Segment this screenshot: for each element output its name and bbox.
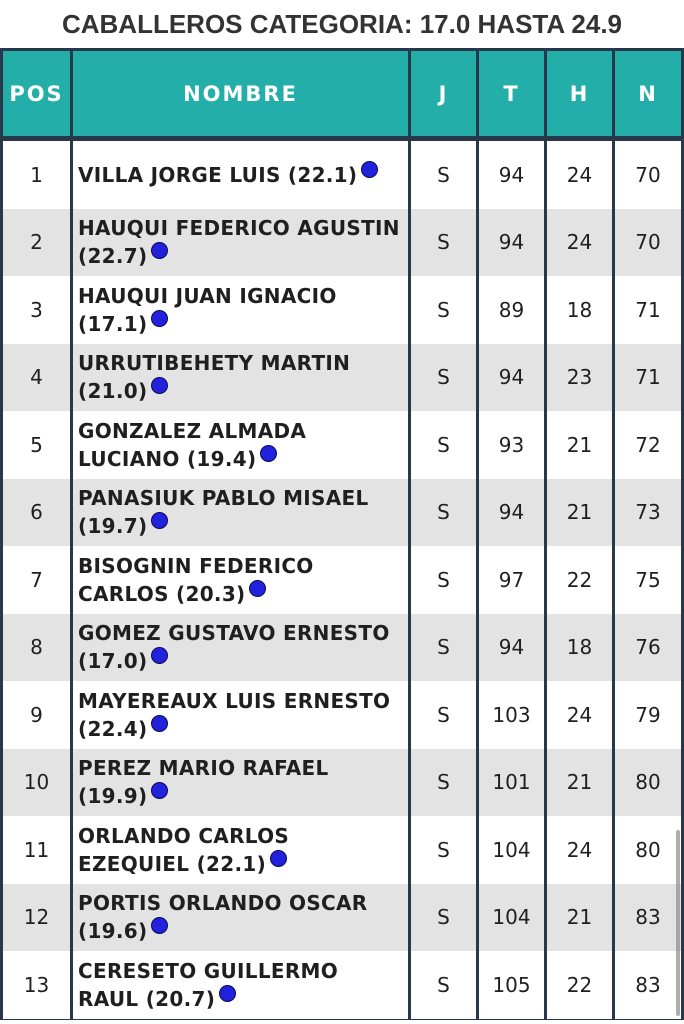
t-cell: 104 [479, 816, 544, 884]
table-row [0, 276, 684, 344]
column-header-nombre: NOMBRE [73, 51, 408, 136]
j-cell: S [411, 749, 476, 817]
n-cell: 71 [615, 344, 681, 412]
j-cell: S [411, 141, 476, 209]
player-name: MAYEREAUX LUIS ERNESTO (22.4) [78, 688, 391, 741]
player-name-cell [73, 546, 408, 614]
j-cell: S [411, 479, 476, 547]
player-name: HAUQUI FEDERICO AGUSTIN (22.7) [78, 216, 400, 269]
n-cell: 80 [615, 749, 681, 817]
h-cell: 18 [547, 276, 612, 344]
position-cell: 7 [3, 546, 70, 614]
blue-dot-icon [260, 445, 277, 462]
player-name-cell [73, 884, 408, 952]
player-name-cell [73, 749, 408, 817]
player-name-wrapper [78, 214, 402, 270]
standings-table [0, 48, 684, 1020]
table-row [0, 479, 684, 547]
h-cell: 24 [547, 816, 612, 884]
position-cell: 2 [3, 209, 70, 277]
t-cell: 104 [479, 884, 544, 952]
h-cell: 21 [547, 411, 612, 479]
n-cell: 80 [615, 816, 681, 884]
n-cell: 71 [615, 276, 681, 344]
blue-dot-icon [151, 242, 168, 259]
h-cell: 24 [547, 209, 612, 277]
blue-dot-icon [219, 985, 236, 1002]
j-cell: S [411, 411, 476, 479]
player-name-cell [73, 681, 408, 749]
t-cell: 105 [479, 951, 544, 1019]
player-name-cell [73, 411, 408, 479]
j-cell: S [411, 546, 476, 614]
table-row [0, 951, 684, 1019]
table-row [0, 209, 684, 277]
j-cell: S [411, 951, 476, 1019]
column-header-j: J [411, 51, 476, 136]
h-cell: 24 [547, 141, 612, 209]
position-cell: 11 [3, 816, 70, 884]
table-row [0, 681, 684, 749]
t-cell: 94 [479, 141, 544, 209]
t-cell: 94 [479, 614, 544, 682]
table-row [0, 884, 684, 952]
player-name: HAUQUI JUAN IGNACIO (17.1) [78, 283, 337, 336]
table-row [0, 546, 684, 614]
h-cell: 23 [547, 344, 612, 412]
blue-dot-icon [270, 850, 287, 867]
table-row [0, 749, 684, 817]
blue-dot-icon [151, 782, 168, 799]
h-cell: 24 [547, 681, 612, 749]
t-cell: 94 [479, 479, 544, 547]
t-cell: 94 [479, 209, 544, 277]
player-name: GONZALEZ ALMADA LUCIANO (19.4) [78, 418, 307, 471]
player-name-wrapper [78, 349, 402, 405]
player-name-cell [73, 479, 408, 547]
h-cell: 21 [547, 749, 612, 817]
player-name: ORLANDO CARLOS EZEQUIEL (22.1) [78, 823, 290, 876]
j-cell: S [411, 681, 476, 749]
n-cell: 75 [615, 546, 681, 614]
column-header-pos: POS [3, 51, 70, 136]
h-cell: 22 [547, 951, 612, 1019]
h-cell: 22 [547, 546, 612, 614]
j-cell: S [411, 209, 476, 277]
n-cell: 72 [615, 411, 681, 479]
player-name-wrapper [78, 161, 378, 189]
player-name-cell [73, 816, 408, 884]
position-cell: 10 [3, 749, 70, 817]
scrollbar[interactable] [676, 830, 680, 1016]
h-cell: 21 [547, 884, 612, 952]
player-name-cell [73, 209, 408, 277]
player-name-wrapper [78, 822, 402, 878]
t-cell: 93 [479, 411, 544, 479]
table-row [0, 411, 684, 479]
player-name: BISOGNIN FEDERICO CARLOS (20.3) [78, 553, 314, 606]
player-name: PEREZ MARIO RAFAEL (19.9) [78, 756, 329, 809]
blue-dot-icon [151, 512, 168, 529]
n-cell: 73 [615, 479, 681, 547]
player-name-wrapper [78, 754, 402, 810]
player-name-cell [73, 344, 408, 412]
blue-dot-icon [361, 161, 378, 178]
n-cell: 79 [615, 681, 681, 749]
player-name: GOMEZ GUSTAVO ERNESTO (17.0) [78, 621, 390, 674]
player-name-cell [73, 141, 408, 209]
blue-dot-icon [151, 310, 168, 327]
t-cell: 101 [479, 749, 544, 817]
player-name-wrapper [78, 552, 402, 608]
position-cell: 12 [3, 884, 70, 952]
player-name: CERESETO GUILLERMO RAUL (20.7) [78, 958, 339, 1011]
position-cell: 1 [3, 141, 70, 209]
column-header-t: T [479, 51, 544, 136]
t-cell: 103 [479, 681, 544, 749]
j-cell: S [411, 344, 476, 412]
player-name-cell [73, 951, 408, 1019]
blue-dot-icon [151, 715, 168, 732]
table-row [0, 816, 684, 884]
n-cell: 83 [615, 884, 681, 952]
position-cell: 6 [3, 479, 70, 547]
position-cell: 13 [3, 951, 70, 1019]
player-name-wrapper [78, 889, 402, 945]
column-header-n: N [615, 51, 681, 136]
column-header-h: H [547, 51, 612, 136]
player-name-cell [73, 276, 408, 344]
player-name: URRUTIBEHETY MARTIN (21.0) [78, 351, 351, 404]
player-name-wrapper [78, 484, 402, 540]
n-cell: 70 [615, 141, 681, 209]
player-name: PORTIS ORLANDO OSCAR (19.6) [78, 891, 368, 944]
player-name-wrapper [78, 282, 402, 338]
player-name-wrapper [78, 619, 402, 675]
n-cell: 76 [615, 614, 681, 682]
table-row [0, 141, 684, 209]
h-cell: 21 [547, 479, 612, 547]
player-name-cell [73, 614, 408, 682]
blue-dot-icon [151, 377, 168, 394]
position-cell: 8 [3, 614, 70, 682]
n-cell: 83 [615, 951, 681, 1019]
j-cell: S [411, 614, 476, 682]
j-cell: S [411, 276, 476, 344]
player-name-wrapper [78, 957, 402, 1013]
player-name: PANASIUK PABLO MISAEL (19.7) [78, 486, 369, 539]
h-cell: 18 [547, 614, 612, 682]
n-cell: 70 [615, 209, 681, 277]
position-cell: 4 [3, 344, 70, 412]
player-name-wrapper [78, 417, 402, 473]
t-cell: 94 [479, 344, 544, 412]
position-cell: 9 [3, 681, 70, 749]
t-cell: 89 [479, 276, 544, 344]
j-cell: S [411, 816, 476, 884]
j-cell: S [411, 884, 476, 952]
position-cell: 5 [3, 411, 70, 479]
table-row [0, 614, 684, 682]
t-cell: 97 [479, 546, 544, 614]
player-name: VILLA JORGE LUIS (22.1) [78, 162, 358, 187]
blue-dot-icon [151, 917, 168, 934]
blue-dot-icon [249, 580, 266, 597]
position-cell: 3 [3, 276, 70, 344]
table-row [0, 344, 684, 412]
page-title: CABALLEROS CATEGORIA: 17.0 HASTA 24.9 [61, 8, 623, 39]
player-name-wrapper [78, 687, 402, 743]
blue-dot-icon [151, 647, 168, 664]
